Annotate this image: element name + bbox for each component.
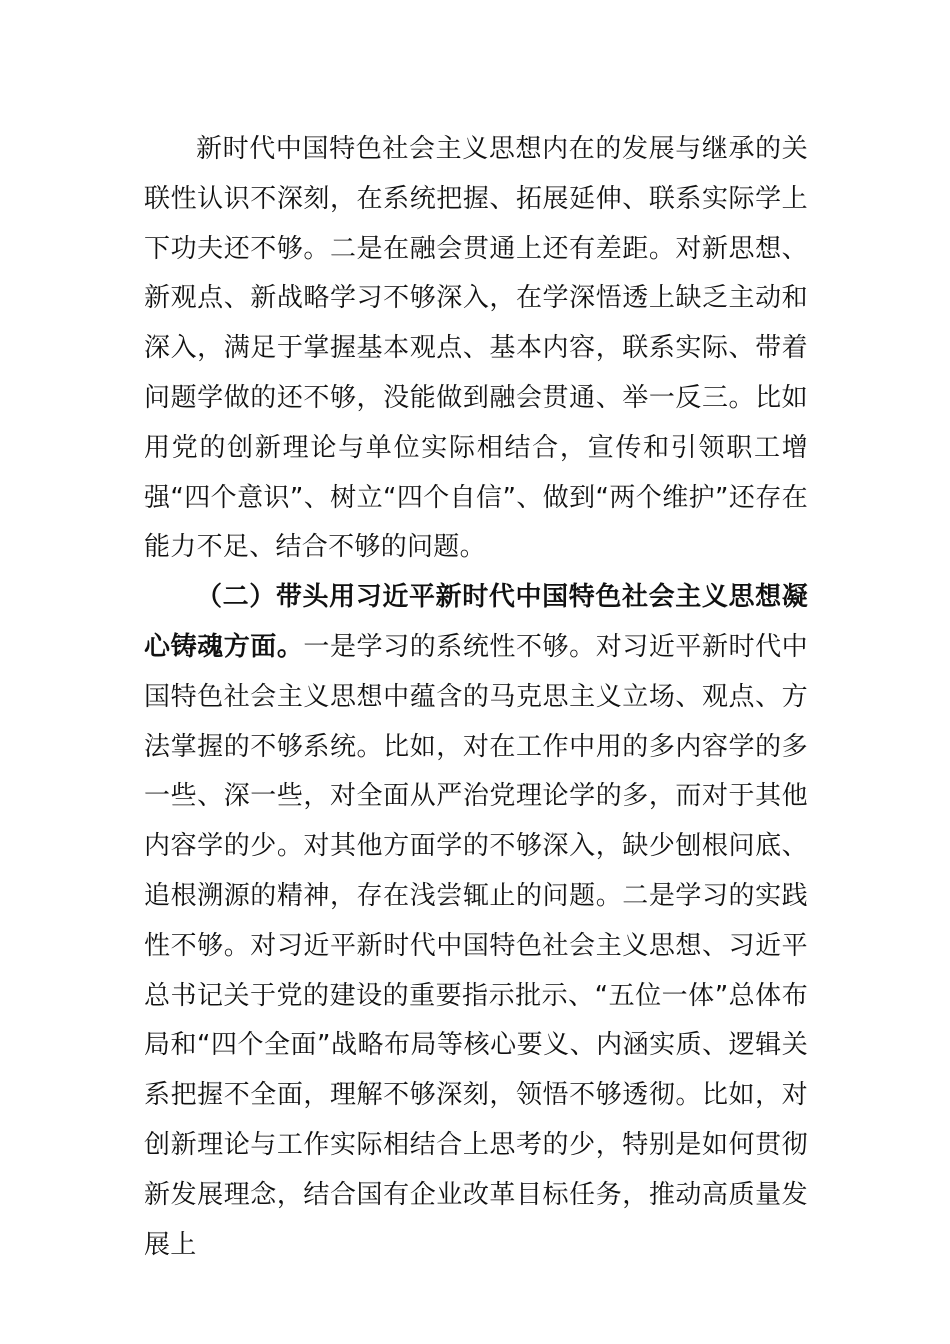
section-2-heading: （二）带头用习近平新时代中国特色社会主义思想凝心铸魂方面。 [144,582,808,662]
paragraph-continuation: 新时代中国特色社会主义思想内在的发展与继承的关联性认识不深刻，在系统把握、拓展延伸、联系实际学上下功夫还不够。二是在融会贯通上还有差距。对新思想、新观点、新战略学习不够深入，在学深悟透上缺乏主动和深入，满足于掌握基本观点、基本内容，联系实际、带着问题学做的还不够，没能做到融会贯通、举一反三。比如用党的创新理论与单位实际相结合，宣传和引领职工增强“四个意识”、树立“四个自信”、做到“两个维护”还存在能力不足、结合不够的问题。 [144,134,808,563]
section-2-paragraph [144,573,808,1270]
document-body [144,125,808,1270]
section-2-body: 一是学习的系统性不够。对习近平新时代中国特色社会主义思想中蕴含的马克思主义立场、观点、方法掌握的不够系统。比如，对在工作中用的多内容学的多一些、深一些，对全面从严治党理论学的多，而对于其他内容学的少。对其他方面学的不够深入，缺少刨根问底、追根溯源的精神，存在浅尝辄止的问题。二是学习的实践性不够。对习近平新时代中国特色社会主义思想、习近平总书记关于党的建设的重要指示批示、“五位一体”总体布局和“四个全面”战略布局等核心要义、内涵实质、逻辑关系把握不全面，理解不够深刻，领悟不够透彻。比如，对创新理论与工作实际相结合上思考的少，特别是如何贯彻新发展理念，结合国有企业改革目标任务，推动高质量发展上 [144,631,808,1260]
